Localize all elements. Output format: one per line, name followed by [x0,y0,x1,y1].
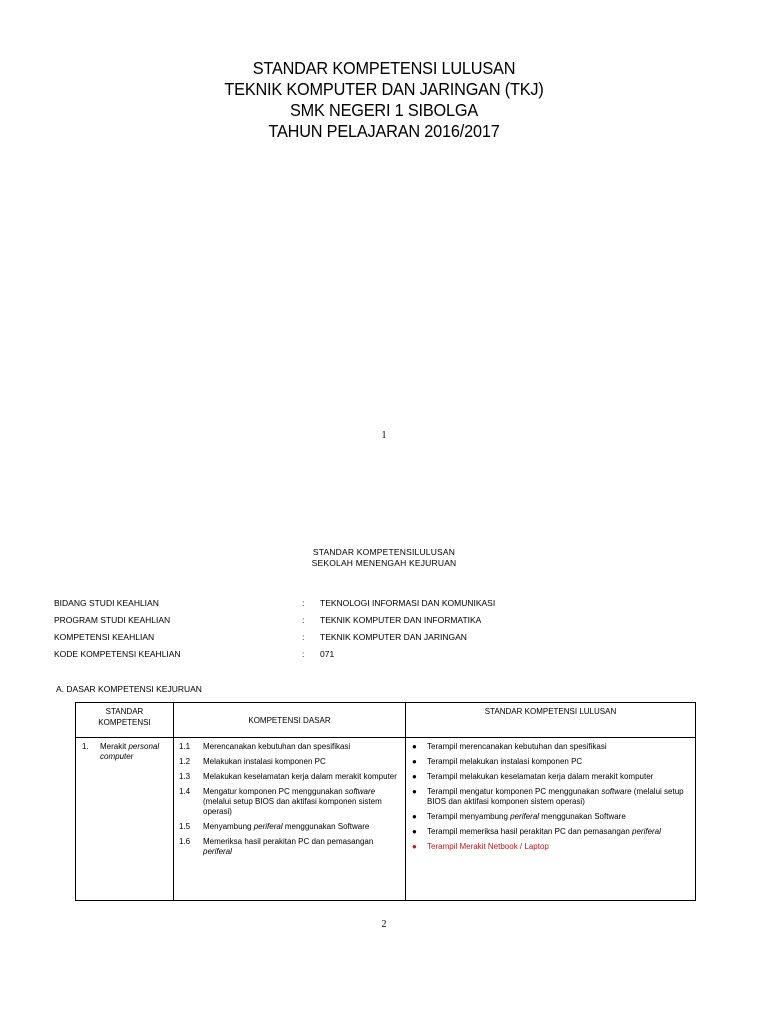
kd-number: 1.4 [179,787,191,796]
standar-item [80,742,169,762]
kd-text: Mengatur komponen PC menggunakan software (melalui setup BIOS dan aktifasi komponen sistem operasi) [203,787,382,816]
page-number-2: 2 [381,919,387,930]
bullet-icon: ● [412,757,417,766]
list-item [178,822,401,832]
skl-cell [406,738,696,901]
info-block [54,594,714,662]
document-title [0,58,768,142]
header-standar-kompetensi [76,703,174,738]
info-label: PROGRAM STUDI KEAHLIAN [54,614,171,625]
bullet-icon: ● [412,827,417,836]
info-colon: : [302,631,305,642]
bullet-icon: ● [412,787,417,796]
kd-text: Melakukan instalasi komponen PC [203,757,326,766]
competency-table [75,702,696,901]
list-item [410,787,691,807]
skl-text: Terampil memeriksa hasil perakitan PC dan pemasangan periferal [427,827,661,836]
skl-text: Terampil menyambung periferal menggunakan Software [427,812,626,821]
header-standar-line1: STANDAR [105,707,144,716]
kompetensi-dasar-cell [174,738,406,901]
subheading-line-1: STANDAR KOMPETENSILULUSAN [312,547,456,557]
list-item-highlighted [410,842,691,852]
info-value: TEKNIK KOMPUTER DAN INFORMATIKA [320,614,482,625]
kd-text: Memeriksa hasil perakitan PC dan pemasangan periferal [203,837,374,856]
info-row [54,594,714,611]
header-skl: STANDAR KOMPETENSI LULUSAN [406,703,696,738]
title-line-2: TEKNIK KOMPUTER DAN JARINGAN (TKJ) [224,79,544,99]
list-item [178,772,401,782]
title-line-3: SMK NEGERI 1 SIBOLGA [289,100,479,120]
title-line-1: STANDAR KOMPETENSI LULUSAN [252,58,516,78]
info-colon: : [302,648,305,659]
info-value: 071 [320,648,335,659]
info-label: KODE KOMPETENSI KEAHLIAN [54,648,181,659]
kd-number: 1.3 [179,772,191,781]
skl-text: Terampil melakukan instalasi komponen PC [427,757,583,766]
list-item [410,772,691,782]
info-row [54,611,714,628]
skl-text: Terampil melakukan keselamatan kerja dalam merakit komputer [427,772,654,781]
standar-text-italic: personal computer [100,742,160,761]
skl-text: Terampil mengatur komponen PC menggunakan software (melalui setup BIOS dan aktifasi komponen sistem operasi) [427,787,684,806]
kd-number: 1.6 [179,837,191,846]
bullet-icon: ● [412,742,417,751]
standar-number: 1. [82,742,89,751]
page-number-1: 1 [381,430,387,441]
standar-text-plain: Merakit [100,742,129,751]
subheading [0,547,768,569]
list-item [410,812,691,822]
skl-text: Terampil Merakit Netbook / Laptop [427,842,549,851]
info-colon: : [302,614,305,625]
kd-text: Menyambung periferal menggunakan Software [203,822,370,831]
list-item [410,742,691,752]
standar-cell [76,738,174,901]
list-item [178,757,401,767]
list-item [410,827,691,837]
list-item [178,837,401,857]
kd-number: 1.5 [179,822,191,831]
table-header-row [76,703,696,738]
info-label: BIDANG STUDI KEAHLIAN [54,597,159,608]
list-item [410,757,691,767]
kd-text: Melakukan keselamatan kerja dalam merakit komputer [203,772,397,781]
info-colon: : [302,597,305,608]
bullet-icon: ● [412,772,417,781]
skl-text: Terampil merencanakan kebutuhan dan spesifikasi [427,742,607,751]
info-value: TEKNIK KOMPUTER DAN JARINGAN [320,631,467,642]
header-standar-line2: KOMPETENSI [98,718,151,727]
kd-number: 1.1 [179,742,191,751]
section-title: A. DASAR KOMPETENSI KEJURUAN [56,684,202,694]
header-kompetensi-dasar: KOMPETENSI DASAR [174,703,406,738]
info-row [54,628,714,645]
kd-number: 1.2 [179,757,191,766]
title-line-4: TAHUN PELAJARAN 2016/2017 [268,121,500,141]
info-row [54,645,714,662]
bullet-icon: ● [412,842,417,851]
info-value: TEKNOLOGI INFORMASI DAN KOMUNIKASI [320,597,496,608]
list-item [178,787,401,817]
info-label: KOMPETENSI KEAHLIAN [54,631,155,642]
subheading-line-2: SEKOLAH MENENGAH KEJURUAN [311,558,457,568]
bullet-icon: ● [412,812,417,821]
kd-text: Merencanakan kebutuhan dan spesifikasi [203,742,351,751]
list-item [178,742,401,752]
table-row [76,738,696,901]
standar-text [100,742,164,762]
